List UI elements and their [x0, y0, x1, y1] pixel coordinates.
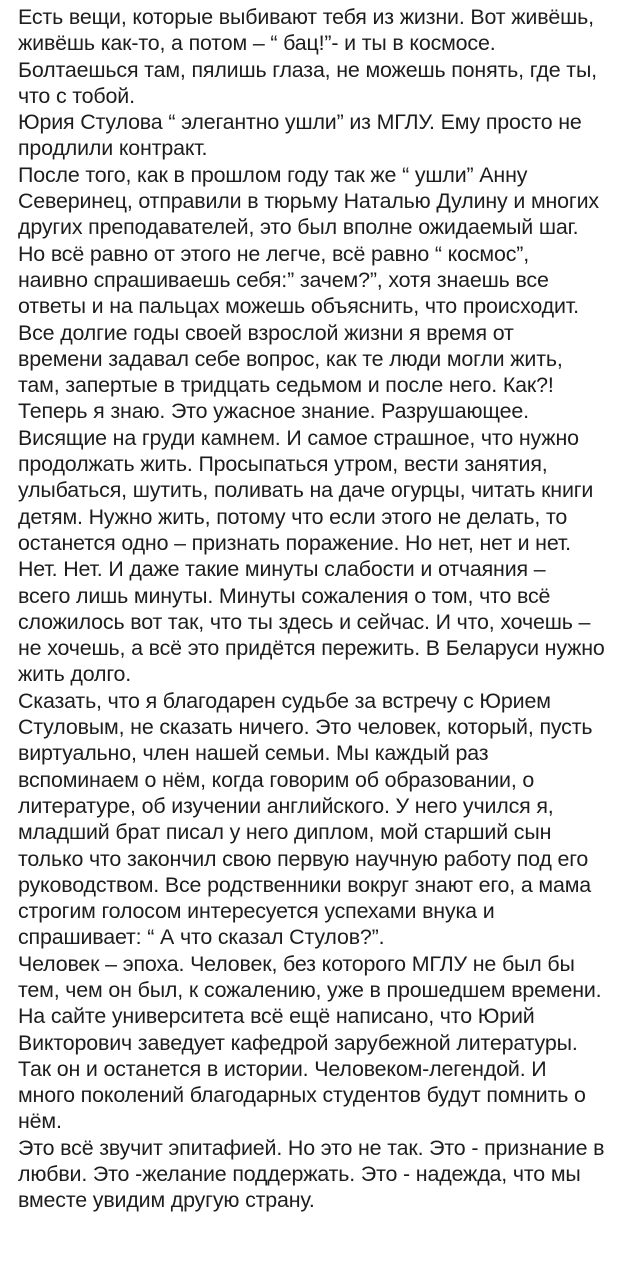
paragraph-6: Это всё звучит эпитафией. Но это не так. Это - признание в любви. Это -желание поддержать. Это - надежда, что мы вместе увидим другую страну. [18, 1135, 605, 1213]
paragraph-1: Есть вещи, которые выбивают тебя из жизни. Вот живёшь, живёшь как-то, а потом – “ бац!”- и ты в космосе. Болтаешься там, пялишь глаза, не можешь понять, где ты, что с тобой. [18, 5, 597, 108]
paragraph-4: Сказать, что я благодарен судьбе за встречу с Юрием Стуловым, не сказать ничего. Это человек, который, пусть виртуально, член нашей семьи. Мы каждый раз вспоминаем о нём, когда говорим об образовании, о литературе, об изучении английского. У него учился я, младший брат писал у него диплом, мой старший сын только что закончил свою первую научную работу под его руководством. Все родственники вокруг знают его, а мама строгим голосом интересуется успехами внука и спрашивает: “ А что сказал Стулов?”. [18, 688, 593, 950]
paragraph-5: Человек – эпоха. Человек, без которого МГЛУ не был бы тем, чем он был, к сожалению, уже в прошедшем времени. На сайте университета всё ещё написано, что Юрий Викторович заведует кафедрой зарубежной литературы. Так он и останется в истории. Человеком-легендой. И много поколений благодарных студентов будут помнить о нём. [18, 951, 602, 1134]
paragraph-3: После того, как в прошлом году так же “ ушли” Анну Северинец, отправили в тюрьму Наталью Дулину и многих других преподавателей, это был вполне ожидаемый шаг. Но всё равно от этого не легче, всё равно “ космос”, наивно спрашиваешь себя:” зачем?”, хотя знаешь все ответы и на пальцах можешь объяснить, что происходит. Все долгие годы своей взрослой жизни я время от времени задавал себе вопрос, как те люди могли жить, там, запертые в тридцать седьмом и после него. Как?! Теперь я знаю. Это ужасное знание. Разрушающее. Висящие на груди камнем. И самое страшное, что нужно продолжать жить. Просыпаться утром, вести занятия, улыбаться, шутить, поливать на даче огурцы, читать книги детям. Нужно жить, потому что если этого не делать, то останется одно – признать поражение. Но нет, нет и нет. Нет. Нет. И даже такие минуты слабости и отчаяния – всего лишь минуты. Минуты сожаления о том, что всё сложилось вот так, что ты здесь и сейчас. И что, хочешь – не хочешь, а всё это придётся пережить. В Беларуси нужно жить долго. [18, 162, 605, 687]
paragraph-2: Юрия Стулова “ элегантно ушли” из МГЛУ. Ему просто не продлили контракт. [18, 110, 582, 161]
